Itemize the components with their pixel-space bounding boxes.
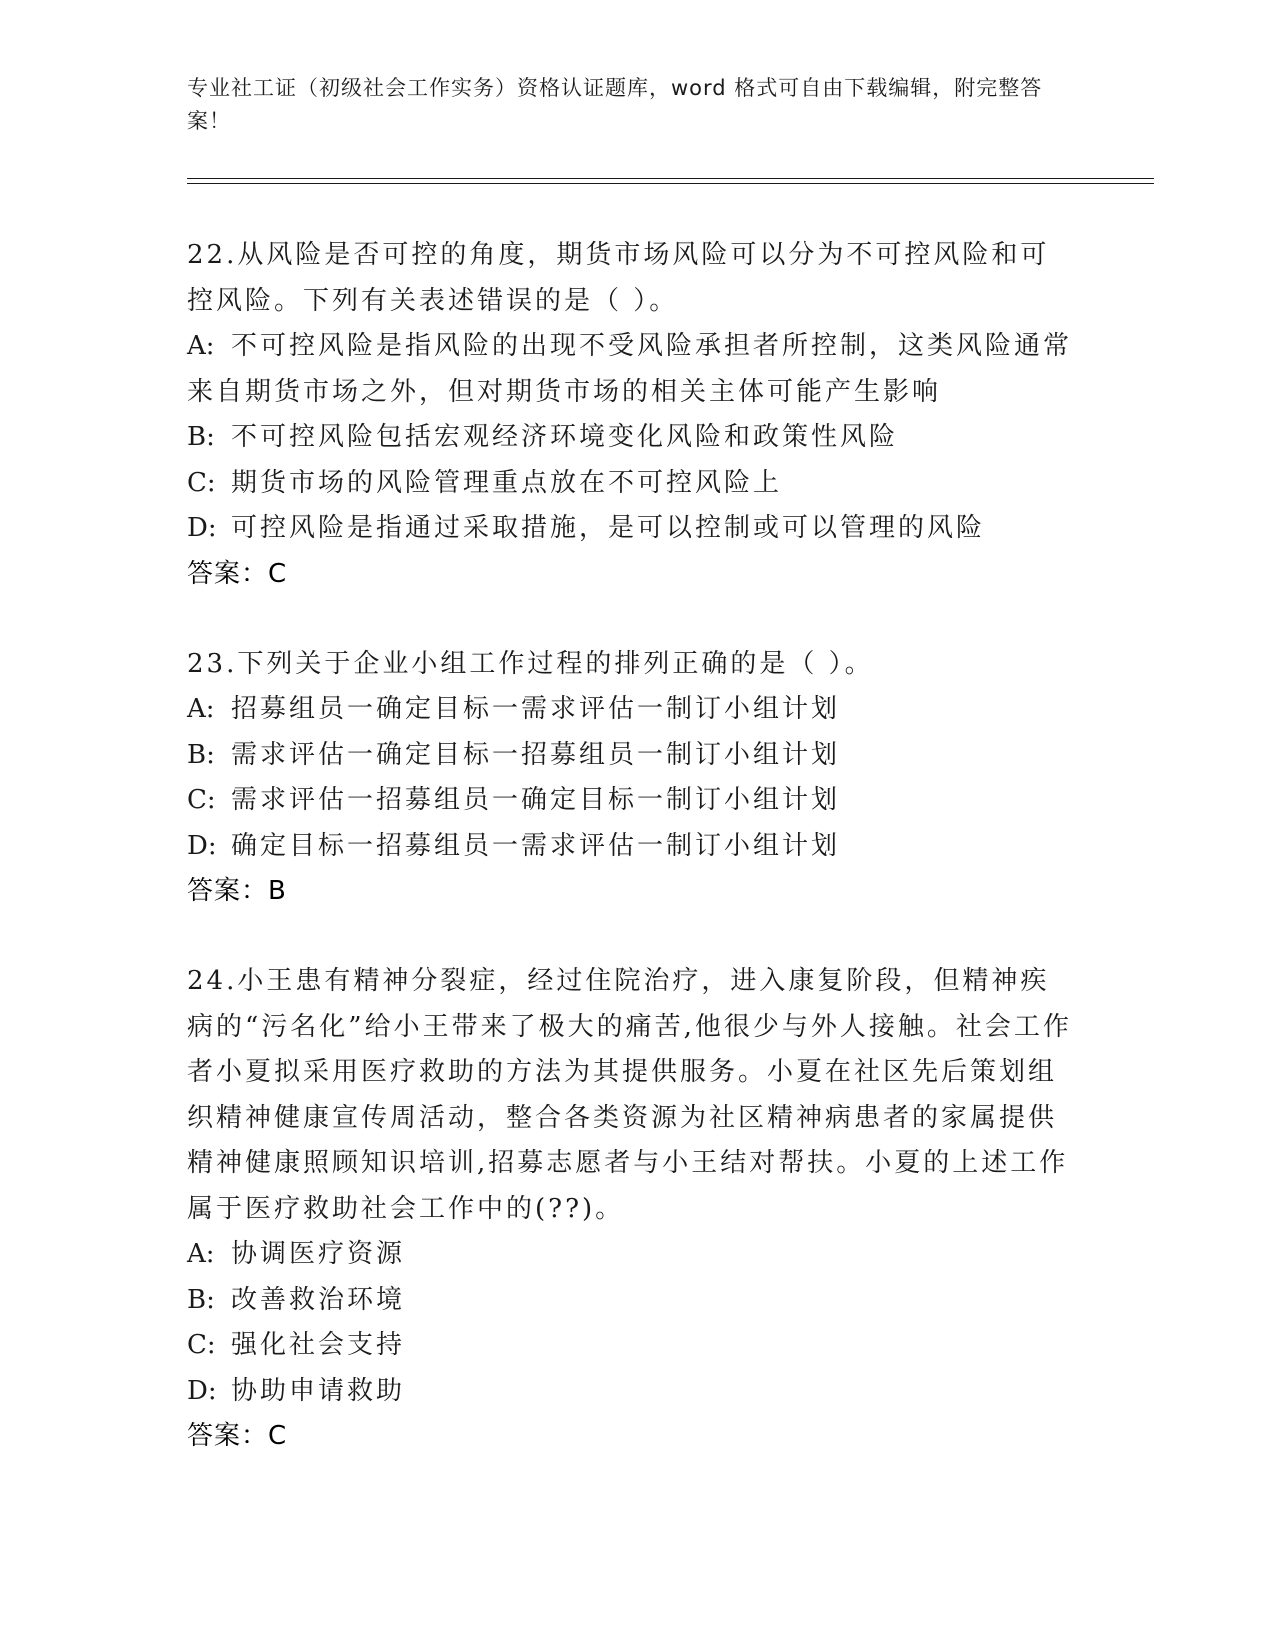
option-a [187, 1232, 1087, 1278]
option-b [187, 415, 1087, 461]
option-label: D: [187, 830, 217, 861]
option-label: A: [187, 1239, 215, 1269]
option-label: B: [187, 422, 215, 452]
question-23 [187, 642, 1087, 915]
option-label: B: [187, 1284, 215, 1315]
option-label: A: [187, 694, 215, 724]
header-divider-bottom [187, 183, 1154, 184]
option-text: 不可控风险是指风险的出现不受风险承担者所控制，这类风险通常来自期货市场之外，但对期货市场的相关主体可能产生影响 [187, 331, 1073, 407]
option-d [187, 506, 1087, 552]
option-label: C: [187, 785, 216, 815]
option-label: C: [187, 1330, 216, 1360]
option-text: 可控风险是指通过采取措施，是可以控制或可以管理的风险 [231, 513, 986, 543]
option-label: C: [187, 467, 216, 498]
answer-text: 答案：C [187, 1421, 288, 1451]
option-d [187, 824, 1087, 870]
option-c [187, 461, 1087, 507]
option-text: 招募组员一确定目标一需求评估一制订小组计划 [231, 694, 841, 724]
answer-text: 答案：C [187, 558, 288, 589]
option-d [187, 1369, 1087, 1415]
option-label: D: [187, 513, 217, 543]
answer-text: 答案：B [187, 876, 287, 906]
option-text: 不可控风险包括宏观经济环境变化风险和政策性风险 [231, 422, 899, 452]
option-text: 协助申请救助 [231, 1375, 406, 1406]
option-a [187, 687, 1087, 733]
question-text: 22.从风险是否可控的角度，期货市场风险可以分为不可控风险和可控风险。下列有关表述错误的是（ ）。 [187, 240, 1050, 316]
question-list [187, 233, 1087, 1504]
option-label: D: [187, 1375, 217, 1406]
question-22 [187, 233, 1087, 597]
option-text: 期货市场的风险管理重点放在不可控风险上 [231, 467, 783, 498]
option-text: 强化社会支持 [231, 1330, 406, 1360]
option-text: 确定目标一招募组员一需求评估一制订小组计划 [231, 830, 841, 861]
option-text: 改善救治环境 [231, 1284, 406, 1315]
option-text: 协调医疗资源 [231, 1239, 406, 1269]
question-text: 23.下列关于企业小组工作过程的排列正确的是（ ）。 [187, 648, 874, 679]
question-24 [187, 959, 1087, 1459]
option-c [187, 778, 1087, 824]
header-divider-top [187, 178, 1154, 179]
document-header: 专业社工证（初级社会工作实务）资格认证题库，word 格式可自由下载编辑，附完整答案！ [187, 76, 1043, 133]
option-text: 需求评估一招募组员一确定目标一制订小组计划 [231, 785, 841, 815]
question-text: 24.小王患有精神分裂症，经过住院治疗，进入康复阶段，但精神疾病的“污名化”给小王带来了极大的痛苦,他很少与外人接触。社会工作者小夏拟采用医疗救助的方法为其提供服务。小夏在社区先后策划组织精神健康宣传周活动，整合各类资源为社区精神病患者的家属提供精神健康照顾知识培训,招募志愿者与小王结对帮扶。小夏的上述工作属于医疗救助社会工作中的(??)。 [187, 966, 1072, 1224]
option-a [187, 324, 1087, 415]
option-text: 需求评估一确定目标一招募组员一制订小组计划 [231, 739, 841, 770]
option-b [187, 733, 1087, 779]
option-label: B: [187, 739, 215, 770]
option-c [187, 1323, 1087, 1369]
option-b [187, 1278, 1087, 1324]
option-label: A: [187, 331, 215, 361]
